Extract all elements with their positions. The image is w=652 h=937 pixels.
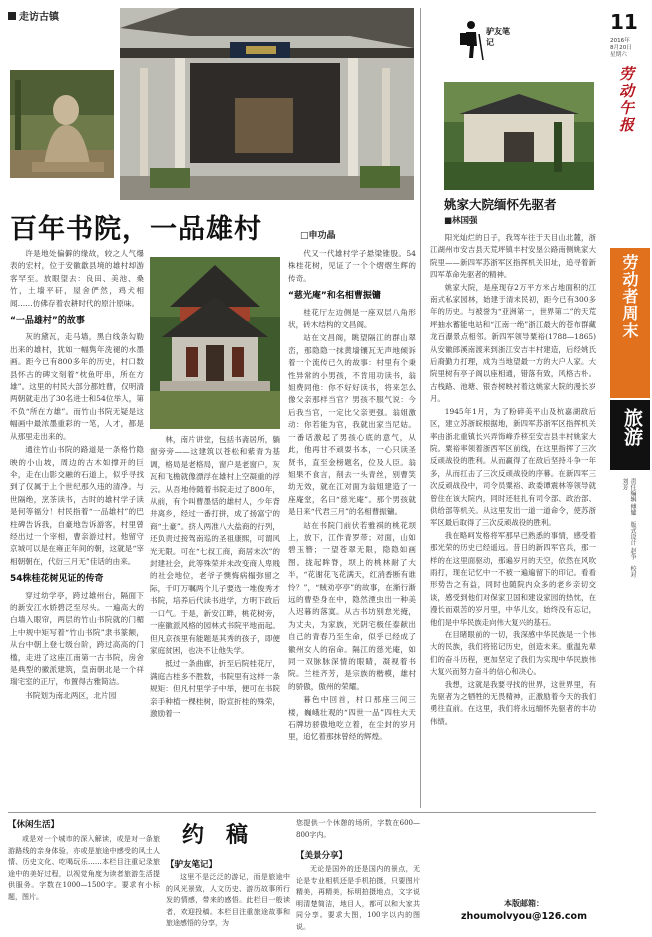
paper-name-logo: 劳动午报	[617, 66, 635, 134]
right-article-paragraph: 在目睹眼前的一切，我深感中华民族是一个伟大的民族，我们将铭记历史，创造未来。重温先辈们的奋斗历程，更加坚定了我们为实现中华民族伟大复兴而努力奋斗的信心和决心。	[430, 630, 596, 677]
right-article-body	[430, 232, 596, 808]
divider-bottom	[8, 812, 596, 813]
article-paragraph: 代又一代雄村学子悬梁锥股。54株桂花树，见证了一个个熠熠生辉的传奇。	[288, 249, 416, 283]
share-title: 【美景分享】	[296, 851, 348, 861]
page-number: 11	[610, 10, 638, 34]
right-article-paragraph: 我想，这就是我要寻找的世界，这世界里，有先驱者为之牺牲的无畏精神，正激励着今天的我们勇往直前。在这里，我们将永远缅怀先驱者的丰功伟绩。	[430, 679, 596, 726]
share-title-text: 美景分享	[304, 851, 339, 861]
mail-address[interactable]: zhoumolvyou@126.com	[461, 911, 587, 922]
column-box	[456, 16, 526, 66]
article-column-3	[288, 248, 416, 808]
article-paragraph: 书院划为南北两区，北片园	[25, 690, 117, 700]
right-article-paragraph: 阳光灿烂的日子，我驾车往于天目山北麓，浙江湖州市安吉县天荒坪镇丰村安垦公路南侧姚家大院里——新四军苏浙军区指挥机关旧址，追寻着新四军革命先驱者的精神。	[430, 233, 596, 280]
right-article-paragraph: 姚家大院，是座现存2万平方米占地面积的江南式私家园林，始建于清末民初，距今已有300多年的历史。与被誉为“亚洲第一，世界第二”的天荒坪抽水蓄能电站和“江南一绝”浙江最大的苍布群藏龙百瀑景点相邻。新四军领导粟裕(1788—1865)从安徽郎溪南渡来到浙江安吉丰村建造，后经姚氏后裔勤力打理，成为当地望最一方的大户人家。大院里树有亭子阁以座相通，错落有致，风格古朴。古栈路、池塘、银杏树映衬着这姚家大院的漫长岁月。	[430, 282, 596, 404]
call-box	[166, 818, 292, 930]
article-subhead: 54株桂花树见证的传奇	[10, 574, 104, 585]
leisure-title-text: 休闲生活	[16, 820, 51, 830]
call-sub-title-text: 驴友笔记	[174, 860, 209, 870]
leisure-text: 或是对一个城市的深入解读，或是对一条旅游路线的亲身体验，亦或是旅途中感受的风土人情、历史文化、吃喝玩乐……本栏目注重记录旅途中的美好过程，以视觉角度为读者旅游生活提供服务。字数在1000—1500字。要求有小标题，图片。	[8, 835, 160, 901]
hiker-icon	[456, 20, 484, 60]
headline-byline	[300, 228, 336, 241]
right-article-byline	[444, 214, 478, 226]
section-tag-square	[8, 12, 16, 20]
right-article-paragraph: 1945年1月，为了粉碎美平山及杭嘉湖敌后区，建立苏浙皖根据地，新四军苏浙军区指挥机关率由浙北重镇长兴弄饰峰乔移至安吉县丰村姚家大院。粟裕率领着浙西军区前线，在这里指挥了三次反顽战役的胜利。从而赢得了在敌后坚持斗争一年多，从而扛击了三次反顽战役的序幕。在新四军三次反顽战役中，司令员粟裕、政委谭震林等领导就曾住在该大院内，同时还驻扎有司令部、政治部、供给部等机关。从这里发出一道一道命令，使苏浙军区最后取得了三次反顽战役的胜利。	[430, 406, 596, 528]
article-paragraph: 灰的黛瓦，走马墙，黑白线条勾勒出来的雄村，犹如一幅隽年洗褪的水墨画。距今已有800多年的历史，村口数县怀古的碑文刻着“枕鱼吁串，所在方雄”。这里的村民大部分都姓曹，仅明清两朝就走出了30名进士和54位举人，第不负“所在方雄”。而竹山书院无疑是这幅画中最浓墨重彩的一笔，人才，都是从那里走出来的。	[10, 332, 144, 441]
share-text: 无论是国外的还是国内的景点，无论是专业相机还是手机拍摄，只要图片精美，再精美，标明拍摄地点，文字说明清楚简洁，地目人，都可以和大家共同分享。要求大图，100字以内的图说。	[296, 865, 420, 931]
issue-date	[610, 38, 632, 59]
section-sub-box	[610, 400, 650, 470]
right-article-title: 姚家大院缅怀先驱者	[444, 197, 557, 212]
article-paragraph: 暮色中回首，村口那座三间三楼，巍峨壮观的“四世一品”四柱大天石牌坊骄傲地吃立着，在尘封的岁月里，追忆着那抹曾经的辉煌。	[288, 695, 416, 742]
section-tag-label: 走访古镇	[19, 12, 59, 23]
leisure-title: 【休闲生活】	[8, 820, 60, 830]
right-byline-square: ■	[444, 216, 453, 226]
article-paragraph: 林，南片讲堂，包括书斋居所，躺窗旁旁——这建筑以苍松和紫青为基调，格局是老格局，窗户是老窗户，灰瓦和飞檐就像漂浮在雄村上空凝重的浮云。从吾地侍随着书院走过了800年，从前，有个叫曹墨恬的雄村人，少年背井离乡，经过一番打拼，成了扬富宁的商“土豪”。挤人两准八大盐商的行列，还负责过接驾南巡的圣祖康熙，可谓风光无限。可在“七叔工商，商居末次”的封建社会，此等殊荣并未改变商人卑贱的社会地位，老爷子懊悔病榻弥留之际，千叮万嘱两个儿子要选一堆俊秀才书院，培养后代读书进学，方明下政后一口气。于是，新安江畔，桃花树旁，一座徽派风格的园林式书院平地而起。但凡京孩里有能题是其秀的孩子，即便家庭贫困，也决不让他失学。	[150, 435, 280, 655]
call-title: 约 稿	[182, 823, 249, 848]
article-subhead: “慈光庵”和名相曹振镛	[288, 291, 381, 302]
article-column-1	[10, 248, 144, 808]
issue-day: 8月20日	[610, 45, 632, 51]
article-paragraph: 许是地处偏僻的缘故，较之人气爆表的宏村，位于安徽歙县境的雄村却游客罕至。放眼望去：良田、美池、桑竹，土墙平矸，屋舍俨然，鸡犬相闻……仿佛存着农耕时代的原汁原味。	[10, 249, 144, 308]
column-box-title	[486, 26, 516, 48]
call-text: 这里不是泛泛的游记，而是旅途中的风光景致，人文历史、游历故事所行发的情感，带来的感悟。此栏目一般读者，欢迎投稿。本栏目注重旅途故事和旅途感悟的分享，为	[166, 873, 290, 927]
byline-author: 申功晶	[308, 231, 336, 241]
article-paragraph: 桂花厅左边侧是一座双层八角形状，砖木结构的文昌阁。	[288, 307, 416, 330]
article-paragraph: 穿过幼学亭，跨过雄州台，隔面下的新安江水娇碧泛至尽头。一遍高大的白墙入眼帘，两层的竹山书院就的门楣上中规中矩写着“竹山书院”隶书篆额，从台中朝上登七级台阶，跨过高高的门槛，走进了这座江南第一古书院，房舍是典型的徽派建筑，皇南朝北是一个祥瑞宅室的正厅，布置得古雅简洁。	[10, 590, 144, 687]
call-sub-title: 【驴友笔记】	[166, 860, 218, 870]
mail-label: 本版邮箱：	[504, 899, 544, 908]
issue-year: 2016年	[610, 38, 630, 44]
byline-square: □	[300, 231, 309, 241]
divider-vertical	[420, 8, 421, 808]
page-sidebar	[604, 0, 652, 937]
photo-yao-compound	[444, 82, 594, 190]
article-paragraph: 抵过一条曲廊，折至后院桂花厅，满庭古桂多不胜数，书院里有这样一条规矩：但凡村里学子中举，便可在书院亲手种植一棵桂树，盼宣折桂的殊荣，激励着一	[150, 659, 280, 718]
section-banner	[610, 248, 650, 398]
article-column-2	[150, 434, 280, 808]
photo-academy-courtyard	[120, 8, 414, 200]
column-box-title-text: 驴友笔记	[486, 27, 510, 47]
article-subhead: “一品雄村”的故事	[10, 316, 85, 327]
leisure-box	[8, 818, 160, 930]
section-banner-name: 劳动者周末	[620, 254, 639, 339]
right-byline-author: 林国强	[452, 216, 478, 226]
section-tag	[8, 8, 59, 23]
article-paragraph: 通往竹山书院的路道是一条格竹隐映的小山坡，周边的古木如撑开的巨伞，走在山影交融的石道上，似乎寻找到了仅属于上个世纪那久违的清净。与世隔绝，烹茶读书，古时的雄村学子读是何等福分！村民指着“一品雄村”的巴柱碑告诉我，自豪地告诉游客，村里曾经出过一个宰相，曹亲游过村，他留守京城可以是在雍正年间的朝，这就是“宰相朝朝在，代衍三月无”佳话的由来。	[10, 445, 144, 566]
article-paragraph: 站在文昌阁，眺望隔江的群山翠峦，那隐隐一抹黄墙镶瓦无声地倾诉着一个流传已久的故事：村里有个秉性异常的小男孩，不肯用功读书，翁姐费同他：你不好好读书，将来怎么像父亲那样当官？男孩不服气说：今后我当官，一定比父亲更强。翁姐激动：你若能为官，我就出家当尼姑。一番话激起了男孩心底的意气，从此，他再甘不顽耍书本，一心只读圣贤书，直至金榜题名，位及人臣。翁姐果不食言，削去一头青丝，别曹笑幼无效，就在江对面为翁姐建造了一座庵堂，名曰“慈光庵”。那个男孩就是日来“代君三月”的名相曹振镛。	[288, 333, 416, 517]
right-article-paragraph: 我在略呵发格将军那早已熟悉的事情，感受着那光荣的历史已经遥远。昔日的新四军官兵，那一样的在这里面驱动，那遍岁月的天空，依然在风吹雨打，现在记忆中一不被一遍遍留下的印记。看看形势告之有益，同时也随院内众多的老乡亲切交谈，感受到他们对保家卫国和建设家园的热忱，在漫长而艰苦的岁月里，中华儿女，始终没有忘记，他们是中华民族走向伟大复兴的基石。	[430, 530, 596, 627]
photo-pavilion	[150, 257, 280, 429]
mail-box	[452, 898, 596, 922]
page-credits: 责任编辑 傅耀 版式设计 赵争 校对 刘芳	[621, 478, 636, 578]
share-box	[296, 818, 420, 930]
issue-weekday: 星期六	[610, 52, 627, 58]
middle-tail-text: 您提供一个休憩的场所，字数在600—800字内。	[296, 819, 420, 839]
headline-title: 百年书院，一品雄村	[10, 214, 262, 245]
article-paragraph: 站在书院门前伏若雅祺的桃花坝上，放下，江作青罗带；对面，山如碧玉簪；一望苍翠无限，隐隐如画图。拢起眸脊，坝上的桃林耐了大半，“花谢花飞花满天，红消香断有谁怜？”，“贼劝亭亭”的故事，在渐行渐远的曹垫身在中，隐然湮虫出一种美人迟暮的落寞。从古书坊别怠光掩，为丈夫，为家族，光阴宅极任泰献出自己的青春乃至生命，似乎已经成了徽州女人的宿命。隔江的慈光庵，如同一双脉脉深情的眼睛，凝视着书院。兰桂齐芳，是宗族的楷模，雄村的骄傲，傲州的荣耀。	[288, 520, 416, 691]
section-sub-name: 旅游	[621, 408, 643, 446]
photo-statue	[10, 70, 114, 178]
